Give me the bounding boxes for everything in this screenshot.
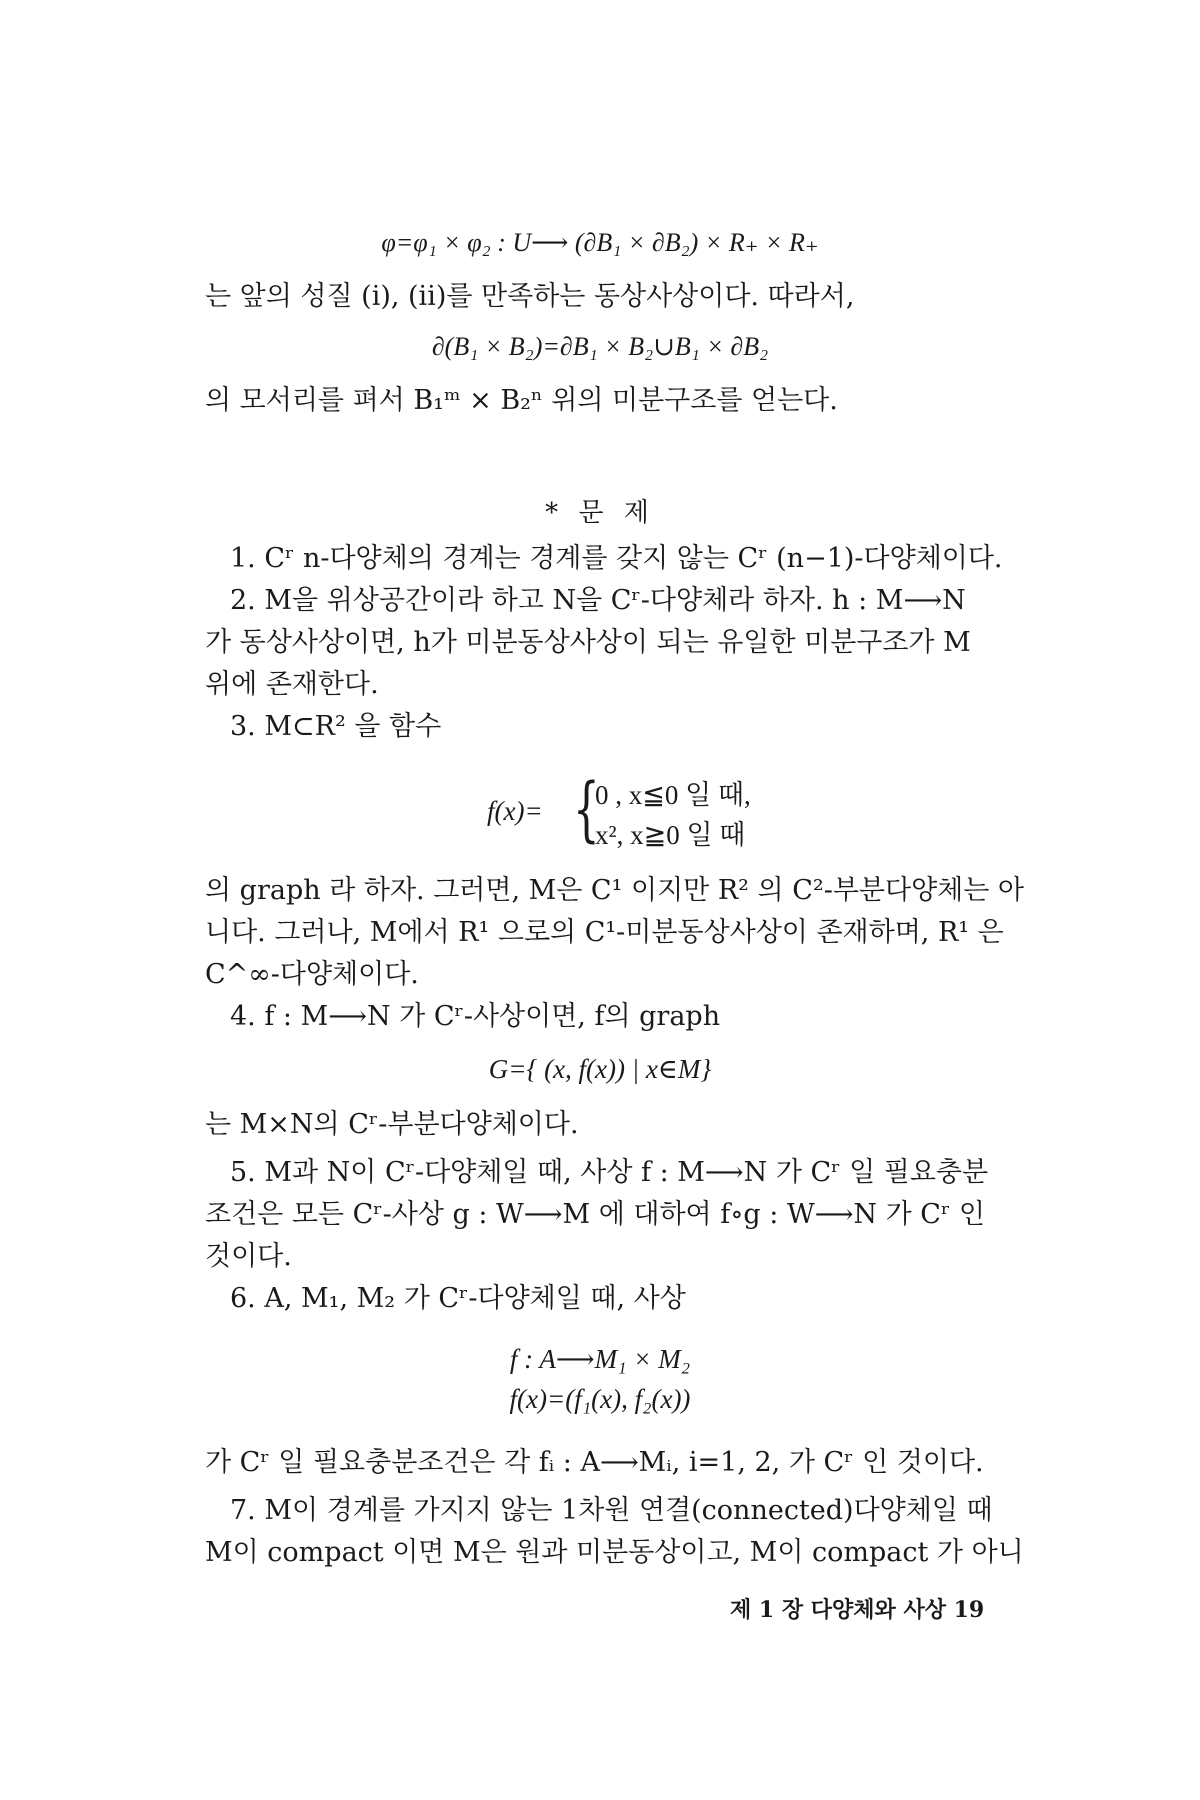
problem-6-line-1: 6. A, M₁, M₂ 가 Cʳ-다양체일 때, 사상: [230, 1283, 686, 1314]
problem-3-line-2: 의 graph 라 하자. 그러면, M은 C¹ 이지만 R² 의 C²-부분다양체는 아: [205, 875, 1024, 906]
problem-3-line-4: C^∞-다양체이다.: [205, 959, 419, 990]
left-brace-icon: {: [573, 768, 600, 850]
piecewise-function: [487, 768, 847, 858]
problem-4-line-2: 는 M×N의 Cʳ-부분다양체이다.: [205, 1109, 579, 1140]
problem-2-line-3: 위에 존재한다.: [205, 669, 379, 700]
problem-5-line-1: 5. M과 N이 Cʳ-다양체일 때, 사상 f : M⟶N 가 Cʳ 일 필요충분: [230, 1157, 989, 1188]
problem-3-line-3: 니다. 그러나, M에서 R¹ 으로의 C¹-미분동상사상이 존재하며, R¹ 은: [205, 917, 1004, 948]
page-footer: 제 1 장 다양체와 사상 19: [730, 1597, 985, 1623]
section-heading-problems: * 문 제: [545, 498, 655, 528]
problem-2-line-1: 2. M을 위상공간이라 하고 N을 Cʳ-다양체라 하자. h : M⟶N: [230, 585, 966, 616]
piecewise-case-1: 0 , x≦0 일 때,: [595, 780, 751, 810]
problem-7-line-1: 7. M이 경계를 가지지 않는 1차원 연결(connected)다양체일 때: [230, 1495, 993, 1526]
problem-7-line-2: M이 compact 이면 M은 원과 미분동상이고, M이 compact 가 아니: [205, 1537, 1024, 1568]
problem-3-line-1: 3. M⊂R² 을 함수: [230, 711, 442, 742]
problem-5-line-2: 조건은 모든 Cʳ-사상 g : W⟶M 에 대하여 f∘g : W⟶N 가 Cʳ 인: [205, 1199, 986, 1230]
equation-product-map: f : A⟶M₁ × M₂: [509, 1344, 691, 1374]
problem-1: 1. Cʳ n-다양체의 경계는 경계를 갖지 않는 Cʳ (n−1)-다양체이다.: [230, 543, 1003, 574]
equation-graph-set: G={ (x, f(x)) | x∈M}: [488, 1054, 712, 1084]
problem-6-line-2: 가 Cʳ 일 필요충분조건은 각 fᵢ : A⟶Mᵢ, i=1, 2, 가 Cʳ 인 것이다.: [205, 1447, 984, 1478]
problem-4-line-1: 4. f : M⟶N 가 Cʳ-사상이면, f의 graph: [230, 1001, 721, 1032]
problem-2-line-2: 가 동상사상이면, h가 미분동상사상이 되는 유일한 미분구조가 M: [205, 627, 971, 658]
text-line: 의 모서리를 펴서 B₁ᵐ × B₂ⁿ 위의 미분구조를 얻는다.: [205, 385, 838, 416]
piecewise-case-2: x², x≧0 일 때: [595, 820, 746, 850]
equation-phi-map: φ=φ₁ × φ₂ : U⟶ (∂B₁ × ∂B₂) × R₊ × R₊: [381, 228, 819, 257]
equation-boundary-product: ∂(B₁ × B₂)=∂B₁ × B₂∪B₁ × ∂B₂: [431, 332, 769, 361]
problem-5-line-3: 것이다.: [205, 1241, 292, 1272]
text-line: 는 앞의 성질 (i), (ii)를 만족하는 동상사상이다. 따라서,: [205, 281, 855, 312]
equation-product-components: f(x)=(f₁(x), f₂(x)): [509, 1384, 691, 1414]
piecewise-lhs: f(x)=: [487, 796, 543, 826]
